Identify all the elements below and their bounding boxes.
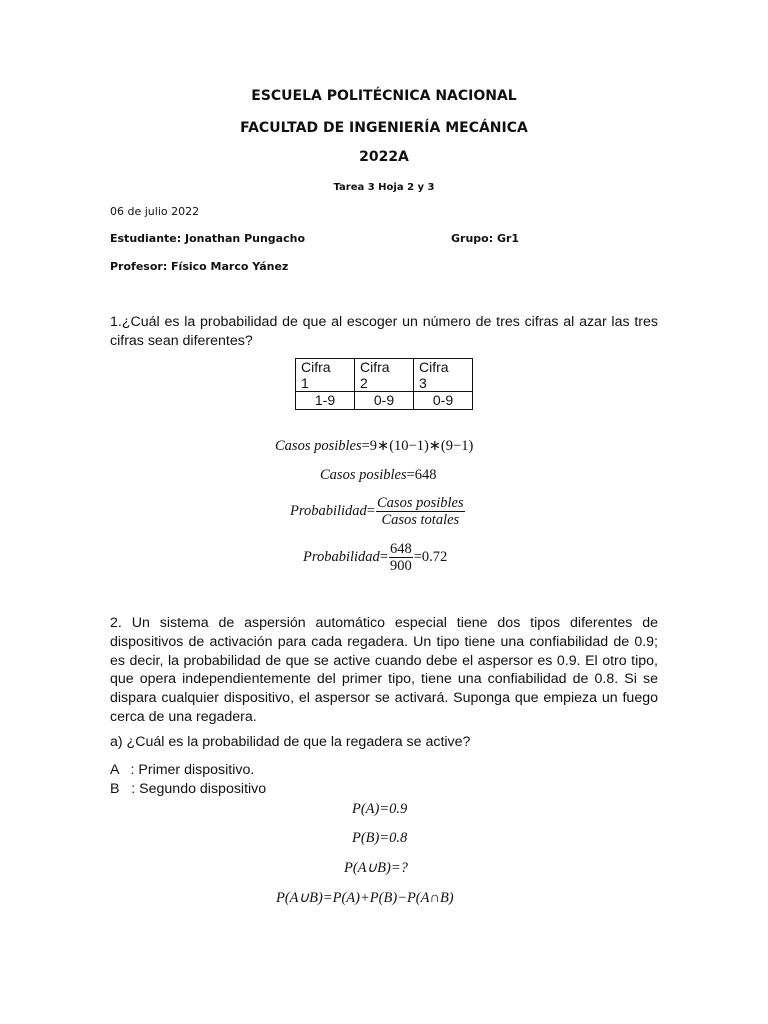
question-2a-text: a) ¿Cuál es la probabilidad de que la regadera se active? [110, 734, 471, 750]
equation-term: =648 [406, 467, 437, 483]
faculty-title: FACULTAD DE INGENIERÍA MECÁNICA [240, 120, 528, 136]
term-title: 2022A [359, 149, 409, 165]
date-line: 06 de julio 2022 [110, 205, 200, 218]
cell-number: 2 [360, 375, 368, 391]
professor-line: Profesor: Físico Marco Yánez [110, 260, 289, 273]
equation-union-formula: P(A∪B)=P(A)+P(B)−P(A∩B) [276, 890, 454, 906]
equation-term: =0.72 [413, 548, 448, 565]
cell-number: 3 [419, 375, 427, 391]
fraction-numerator: Casos posibles [377, 495, 464, 511]
equation-casos-posibles [275, 438, 473, 455]
equation-pb: P(B)=0.8 [352, 830, 408, 846]
equation-term: = [379, 548, 388, 565]
table-cell: 1-9 [296, 392, 355, 410]
cell-label: Cifra [419, 359, 449, 375]
table-header-cell [414, 359, 473, 392]
fraction [376, 495, 465, 528]
group-line: Grupo: Gr1 [451, 232, 520, 245]
question-1-text: 1.¿Cuál es la probabilidad de que al escoger un número de tres cifras al azar las tres cifras sean diferentes? [110, 314, 658, 349]
equation-term: Casos posibles [320, 467, 407, 483]
table-header-cell [355, 359, 414, 392]
equation-term: = [366, 502, 375, 519]
question-2-text: 2. Un sistema de aspersión automático especial tiene dos tipos diferentes de dispositivos de activación para cada regadera. Un tipo tiene una confiabilidad de 0.9; es decir, la probabilidad de que se active cuando debe el aspersor es 0.9. El otro tipo, que opera independientemente del primer tipo, tiene una confiabilidad de 0.8. Si se dispara cualquier dispositivo, el aspersor se activará. Suponga que empieza un fuego cerca de una regadera. [110, 615, 658, 725]
table-cell: 0-9 [355, 392, 414, 410]
equation-union-unknown: P(A∪B)=? [344, 860, 408, 876]
equation-term: Probabilidad [290, 502, 367, 519]
equation-term: Probabilidad [303, 548, 380, 565]
cell-number: 1 [301, 375, 309, 391]
definition-a: A : Primer dispositivo. [110, 762, 255, 778]
equation-term: =9∗(10−1)∗(9−1) [361, 438, 474, 454]
student-line: Estudiante: Jonathan Pungacho [110, 232, 306, 245]
fraction-denominator: Casos totales [381, 512, 460, 528]
cell-label: Cifra [360, 359, 390, 375]
assignment-title: Tarea 3 Hoja 2 y 3 [333, 182, 435, 193]
fraction-denominator: 900 [390, 558, 412, 574]
table-cell: 0-9 [414, 392, 473, 410]
cell-label: Cifra [301, 359, 331, 375]
table-row [296, 392, 473, 410]
equation-probability-result [303, 541, 447, 574]
school-title: ESCUELA POLITÉCNICA NACIONAL [251, 88, 517, 104]
equation-term: Casos posibles [275, 438, 362, 454]
equation-pa: P(A)=0.9 [352, 801, 408, 817]
digits-table [295, 358, 473, 410]
definition-b: B : Segundo dispositivo [110, 781, 267, 797]
fraction [389, 541, 413, 574]
equation-probability-def [290, 495, 466, 528]
equation-casos-result [320, 467, 437, 484]
table-row [296, 359, 473, 392]
fraction-numerator: 648 [390, 541, 412, 557]
table-header-cell [296, 359, 355, 392]
